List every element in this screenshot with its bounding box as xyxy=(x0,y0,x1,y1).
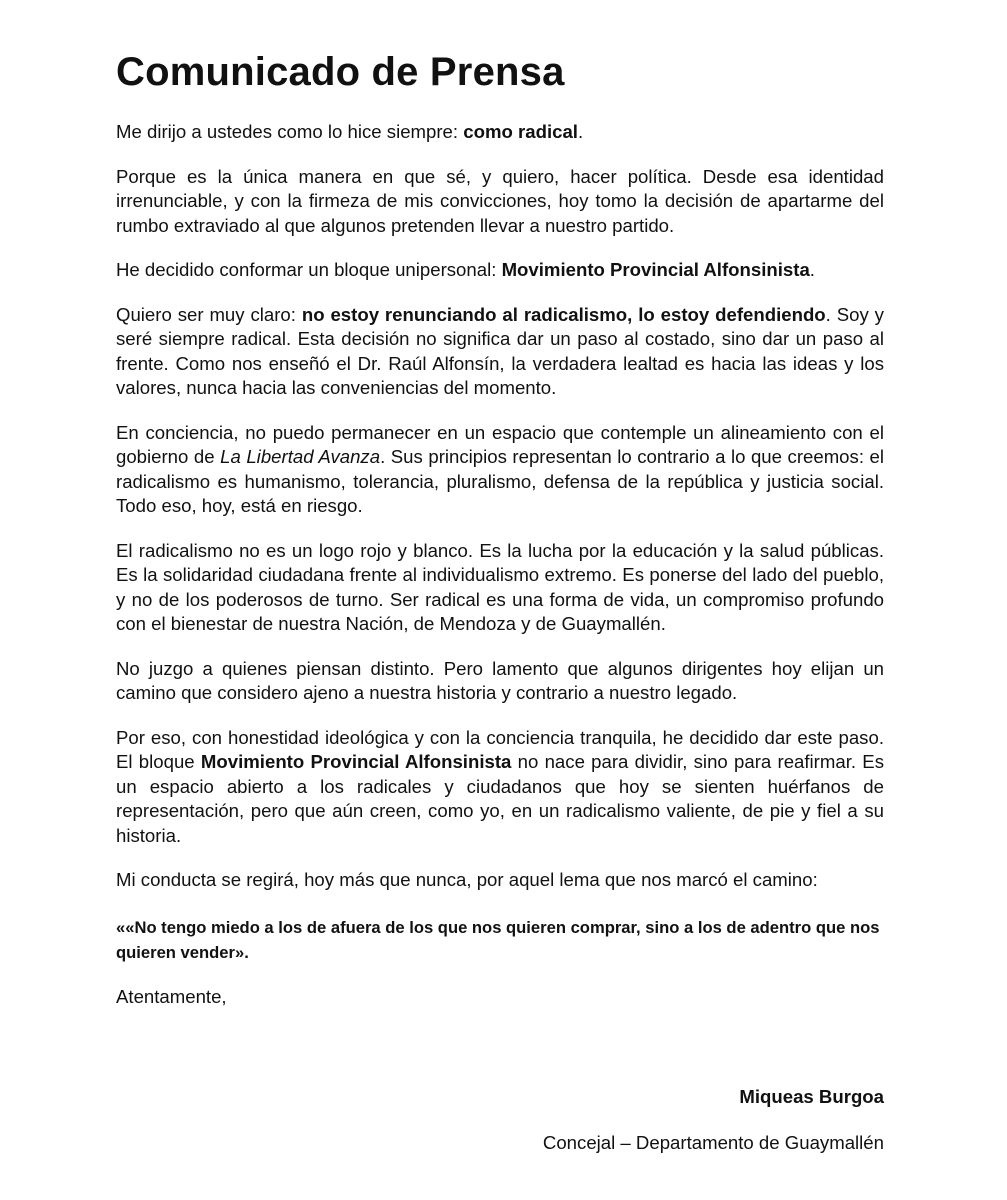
italic-text: La Libertad Avanza xyxy=(220,446,381,467)
text-run: Me dirijo a ustedes como lo hice siempre: xyxy=(116,121,464,142)
text-run: no nace para dividir, sino para reafirmar. Es un espacio abierto a los radicales y ciudadanos que hoy se sienten huérfanos de representación, pero que aún creen, como yo, en un radicalismo valiente, de pie y fiel a su historia. xyxy=(116,751,884,846)
text-run: . xyxy=(809,259,815,280)
text-run: En conciencia, no puedo permanecer en un espacio que contemple un alineamiento con el gobierno de xyxy=(116,421,884,467)
paragraph-6: El radicalismo no es un logo rojo y blanco. Es la lucha por la educación y la salud públicas. Es la solidaridad ciudadana frente al individualismo extremo. Es ponerse del lado del pueblo, y no de los poderosos de turno. Ser radical es una forma de vida, un compromiso profundo con el bienestar de nuestra Nación, de Mendoza y de Guaymallén. xyxy=(116,539,884,634)
paragraph-4 xyxy=(116,303,884,401)
text-run: Quiero ser muy claro: xyxy=(116,303,302,325)
text-run: Por eso, con honestidad ideológica y con la conciencia tranquila, he decidido dar este paso. El bloque xyxy=(116,726,884,772)
text-run: He decidido conformar un bloque unipersonal: xyxy=(116,259,502,280)
document-title: Comunicado de Prensa xyxy=(116,50,565,94)
signature-role: Concejal – Departamento de Guaymallén xyxy=(542,1132,884,1153)
bold-text: Movimiento Provincial Alfonsinista xyxy=(501,259,810,280)
paragraph-9: Mi conducta se regirá, hoy más que nunca, por aquel lema que nos marcó el camino: xyxy=(116,869,818,890)
text-run: . Soy y seré siempre radical. Esta decisión no significa dar un paso al costado, sino dar un paso al frente. Como nos enseñó el Dr. Raúl Alfonsín, la verdadera lealtad es hacia las ideas y los valores, nunca hacia las conveniencias del momento. xyxy=(116,303,884,398)
text-run: . Sus principios representan lo contrario a lo que creemos: el radicalismo es humanismo, tolerancia, pluralismo, defensa de la república y justicia social. Todo eso, hoy, está en riesgo. xyxy=(116,446,884,516)
paragraph-5 xyxy=(116,421,884,519)
text-run: . xyxy=(577,121,584,142)
paragraph-2: Porque es la única manera en que sé, y quiero, hacer política. Desde esa identidad irrenunciable, y con la firmeza de mis convicciones, hoy tomo la decisión de apartarme del rumbo extraviado al que algunos pretenden llevar a nuestro partido. xyxy=(116,165,884,236)
press-release-body xyxy=(116,48,884,1029)
paragraph-8 xyxy=(116,726,884,849)
quote-motto: ««No tengo miedo a los de afuera de los que nos quieren comprar, sino a los de adentro que nos quieren vender». xyxy=(116,917,880,962)
signature-name: Miqueas Burgoa xyxy=(739,1086,884,1107)
closing-salutation: Atentamente, xyxy=(116,985,227,1007)
paragraph-7: No juzgo a quienes piensan distinto. Pero lamento que algunos dirigentes hoy elijan un camino que considero ajeno a nuestra historia y contrario a nuestro legado. xyxy=(116,657,884,703)
paragraph-3 xyxy=(116,258,884,283)
paragraph-intro xyxy=(116,120,884,145)
bold-text: como radical xyxy=(463,121,578,142)
bold-text: Movimiento Provincial Alfonsinista xyxy=(200,751,512,772)
bold-text: no estoy renunciando al radicalismo, lo estoy defendiendo xyxy=(301,303,826,325)
